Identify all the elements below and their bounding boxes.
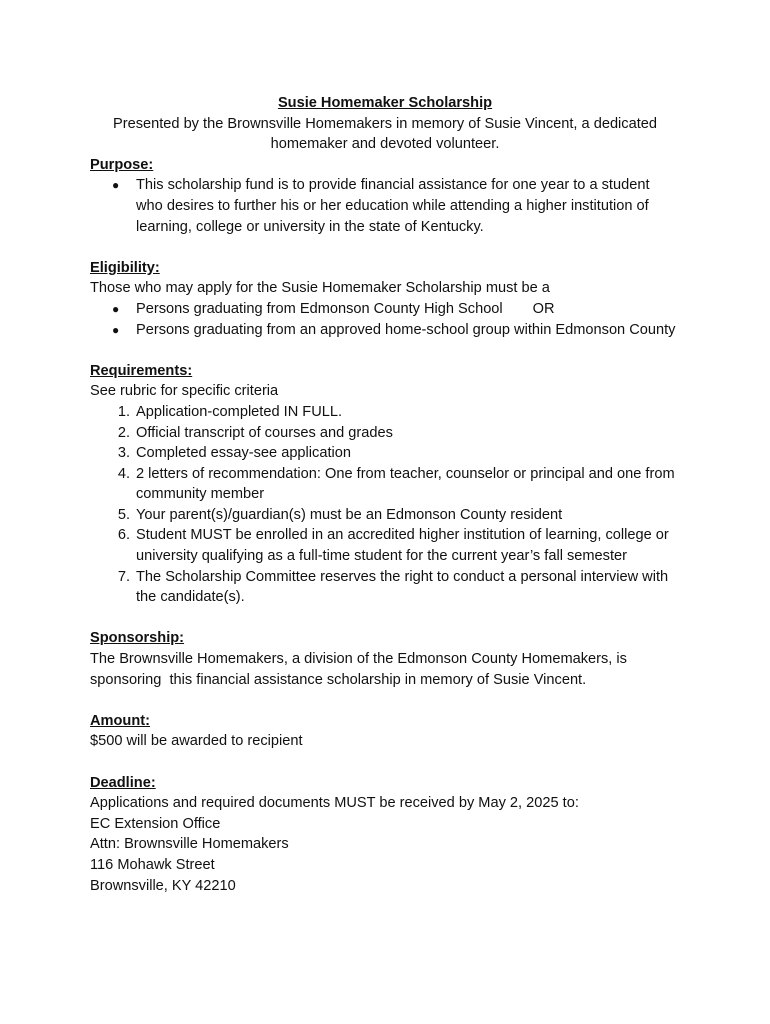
requirement-item [90, 567, 680, 608]
deadline-line: 116 Mohawk Street [90, 856, 215, 873]
requirement-text: Your parent(s)/guardian(s) must be an Edmonson County resident [136, 506, 563, 523]
eligibility-intro: Those who may apply for the Susie Homemaker Scholarship must be a [90, 280, 550, 297]
requirement-number: 1. [117, 403, 130, 420]
deadline-line: Brownsville, KY 42210 [90, 877, 236, 894]
requirement-number: 5. [117, 506, 130, 523]
eligibility-or-word: OR [532, 300, 555, 317]
requirement-item [90, 464, 680, 505]
requirement-item [90, 525, 680, 566]
deadline-line: Applications and required documents MUST be received by May 2, 2025 to: [90, 795, 579, 812]
requirement-text: Official transcript of courses and grades [136, 424, 393, 441]
requirement-item [90, 505, 680, 526]
sponsorship-line-2: sponsoring this financial assistance scholarship in memory of Susie Vincent. [90, 671, 587, 688]
requirements-intro: See rubric for specific criteria [90, 383, 279, 400]
amount-text: $500 will be awarded to recipient [90, 733, 303, 750]
requirement-item [90, 443, 680, 464]
requirement-text: The Scholarship Committee reserves the right to conduct a personal interview with the candidate(s). [136, 568, 669, 606]
requirement-text: Completed essay-see application [136, 445, 351, 462]
requirement-number: 6. [117, 527, 130, 544]
sponsorship-heading: Sponsorship: [90, 630, 185, 647]
amount-heading: Amount: [90, 712, 150, 729]
document-title: Susie Homemaker Scholarship [277, 95, 493, 111]
subtitle-line-1: Presented by the Brownsville Homemakers in memory of Susie Vincent, a dedicated [112, 115, 658, 132]
requirements-heading: Requirements: [90, 362, 193, 379]
bullet-icon: ● [112, 301, 120, 316]
eligibility-item-text: Persons graduating from an approved home-school group within Edmonson County [136, 321, 676, 338]
requirement-number: 2. [117, 424, 130, 441]
purpose-item [90, 175, 680, 237]
purpose-heading: Purpose: [90, 156, 154, 173]
document-page [90, 93, 680, 896]
requirement-number: 3. [117, 445, 130, 462]
requirement-number: 4. [117, 465, 130, 482]
requirement-item [90, 423, 680, 444]
purpose-list [90, 175, 680, 237]
requirement-text: 2 letters of recommendation: One from teacher, counselor or principal and one from community member [136, 465, 675, 503]
eligibility-heading: Eligibility: [90, 259, 160, 276]
purpose-item-text: This scholarship fund is to provide financial assistance for one year to a student who desires to further his or her education while attending a higher institution of learning, college or university in the state of Kentucky. [136, 177, 650, 235]
requirement-text: Student MUST be enrolled in an accredited higher institution of learning, college or university qualifying as a full-time student for the current year’s fall semester [136, 527, 669, 565]
requirement-number: 7. [117, 568, 130, 585]
requirement-item [90, 402, 680, 423]
subtitle-line-2: homemaker and devoted volunteer. [270, 136, 500, 153]
eligibility-item [90, 299, 680, 320]
eligibility-list [90, 299, 680, 340]
requirement-text: Application-completed IN FULL. [136, 403, 343, 420]
bullet-icon: ● [112, 178, 120, 193]
bullet-icon: ● [112, 322, 120, 337]
deadline-line: EC Extension Office [90, 815, 221, 832]
eligibility-item [90, 320, 680, 341]
deadline-line: Attn: Brownsville Homemakers [90, 836, 289, 853]
requirements-list [90, 402, 680, 608]
sponsorship-line-1: The Brownsville Homemakers, a division of the Edmonson County Homemakers, is [90, 651, 627, 668]
eligibility-item-text: Persons graduating from Edmonson County High School [136, 300, 503, 317]
deadline-heading: Deadline: [90, 774, 156, 791]
